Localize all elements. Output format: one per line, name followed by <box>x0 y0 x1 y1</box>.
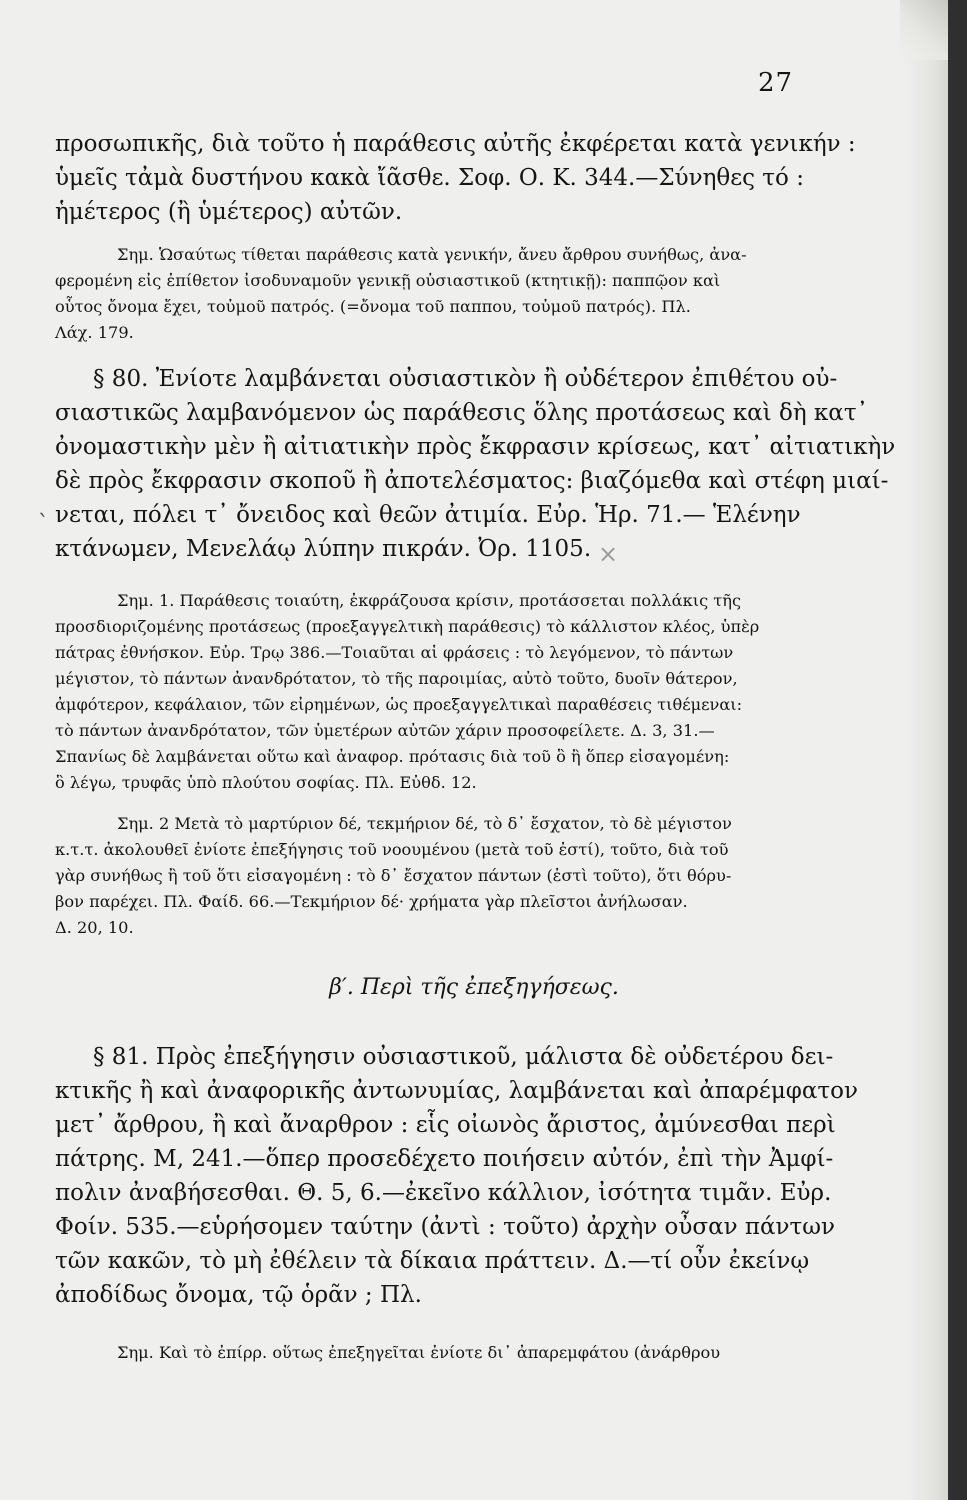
text-line: δὲ πρὸς ἔκφρασιν σκοποῦ ἢ ἀποτελέσματος: βιαζόμεθα καὶ στέφη μιαί- <box>55 468 889 494</box>
text-line: κτικῆς ἢ καὶ ἀναφορικῆς ἀντωνυμίας, λαμβάνεται καὶ ἀπαρέμφατον <box>55 1078 858 1104</box>
note-line: ἀμφότερον, κεφάλαιον, τῶν εἰρημένων, ὡς προεξαγγελτικαὶ παραθέσεις τιθέμεναι: <box>55 695 743 714</box>
section-heading: β′. Περὶ τῆς ἐπεξηγήσεως. <box>329 975 619 1000</box>
footnote-note-3 <box>55 811 850 941</box>
paragraph-continuation <box>55 127 856 229</box>
text-line: § 81. Πρὸς ἐπεξήγησιν οὐσιαστικοῦ, μάλιστα δὲ οὐδετέρου δει- <box>93 1044 834 1070</box>
page-corner-fold <box>900 0 948 60</box>
text-line: σιαστικῶς λαμβανόμενον ὡς παράθεσις ὅλης προτάσεως καὶ δὴ κατ᾽ <box>55 400 869 426</box>
text-line: ὀνομαστικὴν μὲν ἢ αἰτιατικὴν πρὸς ἔκφρασιν κρίσεως, κατ᾽ αἰτιατικὴν <box>55 434 896 460</box>
note-line: ὃ λέγω, τρυφᾶς ὑπὸ πλούτου σοφίας. Πλ. Εὐθδ. 12. <box>55 773 477 792</box>
footnote-note-2 <box>55 588 850 796</box>
margin-tick-mark: ` <box>38 512 49 537</box>
note-line: Λάχ. 179. <box>55 323 134 342</box>
section-81-paragraph <box>55 1040 858 1312</box>
text-line: μετ᾽ ἄρθρου, ἢ καὶ ἄναρθρον : εἷς οἰωνὸς ἄριστος, ἀμύνεσθαι περὶ <box>55 1112 836 1138</box>
note-line: γὰρ συνήθως ἢ τοῦ ὅτι εἰσαγομένη : τὸ δ᾽ ἔσχατον πάντων (ἐστὶ τοῦτο), ὅτι θόρυ- <box>55 866 732 885</box>
note-line: Σπανίως δὲ λαμβάνεται οὕτω καὶ ἀναφορ. πρότασις διὰ τοῦ ὃ ἢ ὅπερ εἰσαγομένη: <box>55 747 730 766</box>
footnote-note-1 <box>55 242 850 346</box>
section-80-paragraph <box>55 362 896 566</box>
note-line: Σημ. 1. Παράθεσις τοιαύτη, ἐκφράζουσα κρίσιν, προτάσσεται πολλάκις τῆς <box>117 591 742 610</box>
text-line: ὑμεῖς τἀμὰ δυστήνου κακὰ ἴᾶσθε. Σοφ. Ο. Κ. 344.—Σύνηθες τό : <box>55 165 804 191</box>
text-line: νεται, πόλει τ᾽ ὄνειδος καὶ θεῶν ἀτιμία. Εὐρ. Ἡρ. 71.— Ἑλένην <box>55 502 801 528</box>
note-line: φερομένη εἰς ἐπίθετον ἰσοδυναμοῦν γενικῇ οὐσιαστικοῦ (κτητικῇ): παππῷον καὶ <box>55 271 721 290</box>
text-line: § 80. Ἐνίοτε λαμβάνεται οὐσιαστικὸν ἢ οὐδέτερον ἐπιθέτου οὐ- <box>93 366 838 392</box>
note-line: Δ. 20, 10. <box>55 918 134 937</box>
text-line: τῶν κακῶν, τὸ μὴ ἐθέλειν τὰ δίκαια πράττειν. Δ.—τί οὖν ἐκείνῳ <box>55 1248 810 1274</box>
page-edge-shadow <box>905 0 948 1500</box>
note-line: Σημ. Ὡσαύτως τίθεται παράθεσις κατὰ γενικήν, ἄνευ ἄρθρου συνήθως, ἀνα- <box>117 245 747 264</box>
note-line: οὗτος ὄνομα ἔχει, τοὐμοῦ πατρός. (=ὄνομα τοῦ παππου, τοὐμοῦ πατρός). Πλ. <box>55 297 691 316</box>
note-line: τὸ πάντων ἀνανδρότατον, τῶν ὑμετέρων αὐτῶν χάριν προσοφείλετε. Δ. 3, 31.— <box>55 721 715 740</box>
text-line: προσωπικῆς, διὰ τοῦτο ἡ παράθεσις αὐτῆς ἐκφέρεται κατὰ γενικήν : <box>55 131 856 157</box>
footnote-note-4 <box>55 1340 850 1366</box>
note-line: κ.τ.τ. ἀκολουθεῖ ἐνίοτε ἐπεξήγησις τοῦ νοουμένου (μετὰ τοῦ ἐστί), τοῦτο, διὰ τοῦ <box>55 840 729 859</box>
note-line: πάτρας ἐθνήσκον. Εὐρ. Τρῳ 386.—Τοιαῦται αἱ φράσεις : τὸ λεγόμενον, τὸ πάντων <box>55 643 734 662</box>
margin-cross-mark: × <box>598 540 619 568</box>
text-line: πάτρης. Μ, 241.—ὅπερ προσεδέχετο ποιήσειν αὐτόν, ἐπὶ τὴν Ἀμφί- <box>55 1146 834 1172</box>
note-line: βον παρέχει. Πλ. Φαίδ. 66.—Τεκμήριον δέ· χρήματα γὰρ πλεῖστοι ἀνήλωσαν. <box>55 892 688 911</box>
note-line: προσδιοριζομένης προτάσεως (προεξαγγελτικὴ παράθεσις) τὸ κάλλιστον κλέος, ὑπὲρ <box>55 617 760 636</box>
page-number: 27 <box>758 68 794 98</box>
note-line: μέγιστον, τὸ πάντων ἀνανδρότατον, τὸ τῆς παροιμίας, αὐτὸ τοῦτο, δυοῖν θάτερον, <box>55 669 738 688</box>
note-line: Σημ. Καὶ τὸ ἐπίρρ. οὕτως ἐπεξηγεῖται ἐνίοτε δι᾽ ἀπαρεμφάτου (ἀνάρθρου <box>117 1343 721 1362</box>
note-line: Σημ. 2 Μετὰ τὸ μαρτύριον δέ, τεκμήριον δέ, τὸ δ᾽ ἔσχατον, τὸ δὲ μέγιστον <box>117 814 732 833</box>
text-line: κτάνωμεν, Μενελάῳ λύπην πικράν. Ὀρ. 1105. <box>55 536 592 562</box>
text-line: Φοίν. 535.—εὑρήσομεν ταύτην (ἀντὶ : τοῦτο) ἀρχὴν οὖσαν πάντων <box>55 1214 835 1240</box>
text-line: ἡμέτερος (ἢ ὑμέτερος) αὐτῶν. <box>55 199 403 225</box>
text-line: πολιν ἀναβήσεσθαι. Θ. 5, 6.—ἐκεῖνο κάλλιον, ἰσότητα τιμᾶν. Εὐρ. <box>55 1180 832 1206</box>
text-line: ἀποδίδως ὄνομα, τῷ ὁρᾶν ; Πλ. <box>55 1282 422 1308</box>
